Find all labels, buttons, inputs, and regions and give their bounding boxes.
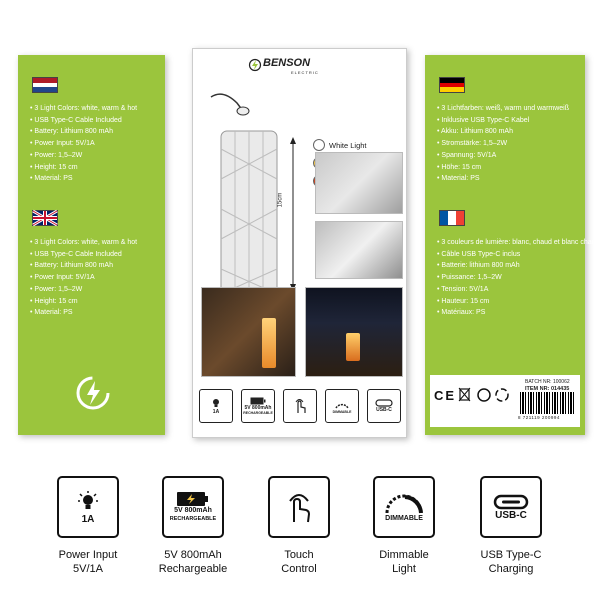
bulb-icon [210, 397, 222, 409]
spec-item: • Höhe: 15 cm [437, 162, 579, 174]
feature-box [480, 476, 542, 538]
spec-item: • 3 Light Colors: white, warm & hot [30, 237, 159, 249]
bedroom-lamp-photo [201, 287, 296, 377]
feature-label [468, 548, 554, 576]
uk-flag-icon [32, 210, 58, 226]
spec-item: • Material: PS [30, 307, 159, 319]
usb-port-closeup-photo [315, 152, 403, 214]
spec-item: • 3 couleurs de lumière: blanc, chaud et blanc chaud [437, 237, 579, 249]
lightning-logo-icon [249, 58, 261, 72]
label-line: 5V/1A [73, 563, 103, 575]
spec-item: • Height: 15 cm [30, 162, 159, 174]
spec-item: • Akku: Lithium 800 mAh [437, 126, 579, 138]
box-text: USB-C [495, 509, 527, 521]
box-text: 5V 800mAh [174, 507, 212, 514]
spec-item: • Matériaux: PS [437, 307, 579, 319]
right-box-side [425, 55, 600, 435]
feature-battery [150, 476, 236, 576]
crystal-lamp-illustration [203, 89, 303, 309]
feature-dimmable [361, 476, 447, 576]
box-sub-text: RECHARGEABLE [169, 516, 217, 522]
front-box-side [192, 48, 407, 438]
brand-subtitle: ELECTRIC [291, 70, 319, 75]
en-spec-list [30, 237, 159, 319]
touch-icon [284, 489, 314, 525]
batch-number: BATCH NR: 100062 [525, 379, 570, 385]
dimmable-icon [334, 398, 350, 410]
box-text: 1A [81, 513, 95, 525]
spec-item: • Material: PS [437, 173, 579, 185]
white-light-dot [313, 139, 325, 151]
night-city-lamp-photo [305, 287, 403, 377]
spec-item: • Battery: Lithium 800 mAh [30, 126, 159, 138]
touch-icon [292, 397, 308, 415]
nl-spec-list [30, 103, 159, 185]
spec-item: • Spannung: 5V/1A [437, 150, 579, 162]
mini-usbc-box [367, 389, 401, 423]
spec-item: • Power: 1,5–2W [30, 284, 159, 296]
spec-item: • Stromstärke: 1,5–2W [437, 138, 579, 150]
legend-label: White Light [329, 140, 367, 150]
feature-box [57, 476, 119, 538]
netherlands-flag-icon [32, 77, 58, 93]
legend-row [313, 139, 367, 151]
dimmable-icon [383, 491, 425, 515]
label-line: Light [392, 563, 416, 575]
spec-item: • USB Type-C Cable Included [30, 115, 159, 127]
feature-box [373, 476, 435, 538]
batch-info [525, 379, 570, 393]
feature-box [162, 476, 224, 538]
benson-logo-icon [73, 373, 113, 413]
spec-item: • Battery: Lithium 800 mAh [30, 260, 159, 272]
de-spec-list [437, 103, 579, 185]
mini-label: 5V 800mAh [244, 405, 272, 411]
label-line: Charging [488, 563, 534, 575]
svg-text:CE: CE [434, 388, 457, 403]
feature-label [150, 548, 236, 576]
label-line: Power Input [58, 549, 118, 561]
feature-label [45, 548, 131, 576]
spec-item: • 3 Lichtfarben: weiß, warm und warmweiß [437, 103, 579, 115]
battery-icon [250, 397, 266, 405]
feature-power-input [45, 476, 131, 576]
france-flag-icon [439, 210, 465, 226]
label-line: 5V 800mAh [164, 549, 222, 561]
mini-sub-label: RECHARGEABLE [243, 411, 273, 415]
barcode-label [430, 375, 580, 427]
mini-label: DIMMABLE [332, 410, 352, 414]
germany-flag-icon [439, 77, 465, 93]
barcode-number: 8 721119 200994 [518, 415, 560, 420]
feature-label [361, 548, 447, 576]
mini-bulb-box [199, 389, 233, 423]
fr-spec-list [437, 237, 600, 319]
spec-item: • Inklusive USB Type-C Kabel [437, 115, 579, 127]
spec-item: • 3 Light Colors: white, warm & hot [30, 103, 159, 115]
feature-label [256, 548, 342, 576]
label-line: Rechargeable [158, 563, 228, 575]
spec-item: • Power Input: 5V/1A [30, 138, 159, 150]
mini-battery-box [241, 389, 275, 423]
mini-feature-icons [199, 389, 401, 423]
touch-top-closeup-photo [315, 221, 403, 279]
spec-item: • Puissance: 1,5–2W [437, 272, 579, 284]
label-line: USB Type-C [480, 549, 542, 561]
bulb-icon [77, 490, 99, 514]
usb-c-icon [375, 399, 393, 407]
mini-label: 1A [212, 409, 220, 415]
spec-item: • Height: 15 cm [30, 296, 159, 308]
spec-item: • Material: PS [30, 173, 159, 185]
certification-icons [434, 387, 518, 406]
barcode [520, 392, 575, 414]
feature-box [268, 476, 330, 538]
mini-label: USB-C [376, 407, 392, 413]
spec-item: • USB Type-C Cable Included [30, 249, 159, 261]
spec-item: • Câble USB Type-C inclus [437, 249, 579, 261]
spec-item: • Power Input: 5V/1A [30, 272, 159, 284]
mini-touch-box [283, 389, 317, 423]
battery-icon [176, 491, 210, 507]
spec-item: • Power: 1,5–2W [30, 150, 159, 162]
spec-item: • Hauteur: 15 cm [437, 296, 579, 308]
mini-dimmable-box [325, 389, 359, 423]
usb-c-icon [493, 494, 529, 510]
ce-weee-recycle-icons [434, 387, 518, 403]
box-text: DIMMABLE [385, 515, 423, 522]
spec-item: • Tension: 5V/1A [437, 284, 579, 296]
label-line: Touch [284, 549, 314, 561]
spec-item: • Batterie: lithium 800 mAh [437, 260, 579, 272]
left-box-side [18, 55, 165, 435]
feature-usb-c [468, 476, 554, 576]
feature-touch [256, 476, 342, 576]
label-line: Dimmable [379, 549, 429, 561]
label-line: Control [281, 563, 317, 575]
height-dimension: 15cm [277, 192, 284, 208]
item-number: ITEM NR: 014435 [525, 386, 570, 392]
brand-name: BENSON [263, 57, 311, 69]
